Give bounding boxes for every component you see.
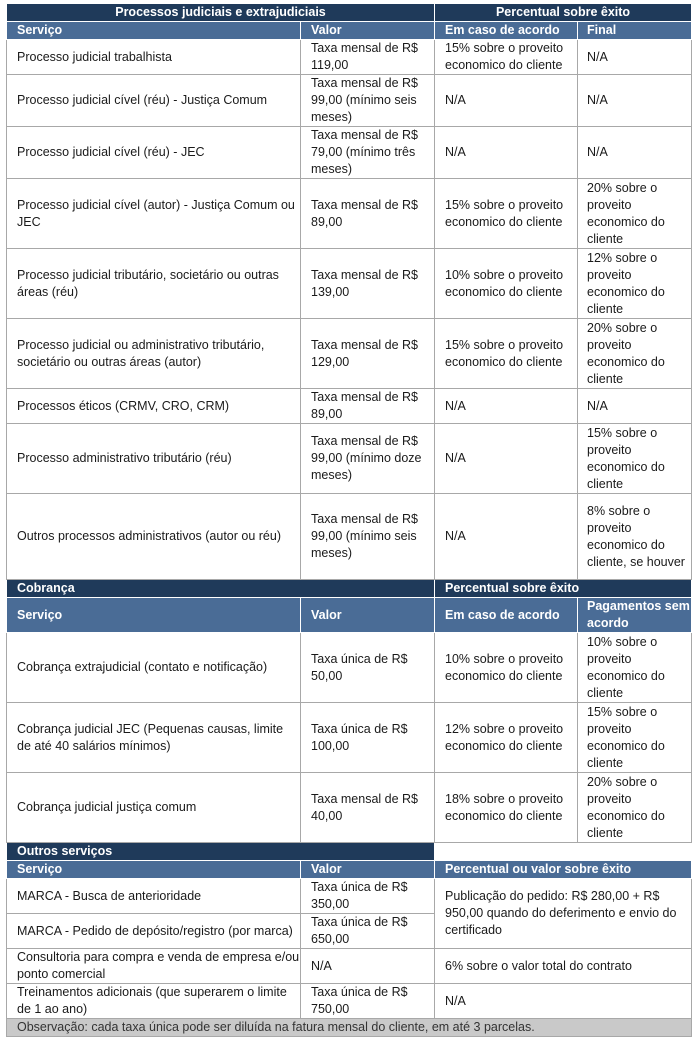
row-acordo: 15% sobre o proveito economico do cliente: [435, 40, 578, 75]
row-valor: Taxa mensal de R$ 129,00: [301, 319, 435, 389]
price-table-body: [7, 4, 692, 1037]
header-final: Final: [578, 22, 692, 40]
note-row: [7, 1019, 692, 1037]
row-valor: Taxa única de R$ 350,00: [301, 879, 435, 914]
row-exito: 6% sobre o valor total do contrato: [435, 949, 692, 984]
header-valor: Valor: [301, 22, 435, 40]
table-row: [7, 703, 692, 773]
row-valor: Taxa mensal de R$ 89,00: [301, 389, 435, 424]
row-servico: Processos éticos (CRMV, CRO, CRM): [7, 389, 301, 424]
row-final: 20% sobre o proveito economico do cliente: [578, 319, 692, 389]
section2-success-title: Percentual sobre êxito: [435, 580, 692, 598]
table-row: [7, 40, 692, 75]
section1-success-title: Percentual sobre êxito: [435, 4, 692, 22]
table-row: [7, 949, 692, 984]
row-final: 15% sobre o proveito economico do cliente: [578, 703, 692, 773]
table-row: [7, 879, 692, 914]
section2-title-row: [7, 580, 692, 598]
section3-title-row: [7, 843, 692, 861]
row-valor: Taxa mensal de R$ 40,00: [301, 773, 435, 843]
row-final: N/A: [578, 127, 692, 179]
row-servico: MARCA - Pedido de depósito/registro (por marca): [7, 914, 301, 949]
header-servico: Serviço: [7, 598, 301, 633]
table-row: [7, 127, 692, 179]
table-row: [7, 249, 692, 319]
row-servico: Consultoria para compra e venda de empresa e/ou ponto comercial: [7, 949, 301, 984]
row-valor: Taxa mensal de R$ 139,00: [301, 249, 435, 319]
row-servico: Cobrança judicial JEC (Pequenas causas, limite de até 40 salários mínimos): [7, 703, 301, 773]
row-valor: Taxa única de R$ 100,00: [301, 703, 435, 773]
row-servico: Processo judicial trabalhista: [7, 40, 301, 75]
section1-header-row: [7, 22, 692, 40]
row-servico: Processo judicial ou administrativo tributário, societário ou outras áreas (autor): [7, 319, 301, 389]
row-valor: Taxa mensal de R$ 99,00 (mínimo doze meses): [301, 424, 435, 494]
row-final: 12% sobre o proveito economico do cliente: [578, 249, 692, 319]
row-acordo: N/A: [435, 494, 578, 580]
header-servico: Serviço: [7, 22, 301, 40]
row-valor: Taxa mensal de R$ 119,00: [301, 40, 435, 75]
row-acordo: 12% sobre o proveito economico do cliente: [435, 703, 578, 773]
header-valor: Valor: [301, 598, 435, 633]
table-row: [7, 773, 692, 843]
marca-exito: Publicação do pedido: R$ 280,00 + R$ 950,00 quando do deferimento e envio do certificado: [435, 879, 692, 949]
table-row: [7, 319, 692, 389]
row-valor: Taxa única de R$ 650,00: [301, 914, 435, 949]
row-servico: Processo judicial cível (autor) - Justiça Comum ou JEC: [7, 179, 301, 249]
section2-title: Cobrança: [7, 580, 435, 598]
row-servico: Processo administrativo tributário (réu): [7, 424, 301, 494]
row-final: N/A: [578, 40, 692, 75]
row-final: 20% sobre o proveito economico do cliente: [578, 773, 692, 843]
row-valor: Taxa única de R$ 750,00: [301, 984, 435, 1019]
section1-title-row: [7, 4, 692, 22]
note-text: Observação: cada taxa única pode ser diluída na fatura mensal do cliente, em até 3 parcelas.: [7, 1019, 692, 1037]
row-servico: Treinamentos adicionais (que superarem o limite de 1 ao ano): [7, 984, 301, 1019]
row-valor: N/A: [301, 949, 435, 984]
section3-title-blank: [435, 843, 692, 861]
row-final: 20% sobre o proveito economico do cliente: [578, 179, 692, 249]
row-acordo: 15% sobre o proveito economico do cliente: [435, 179, 578, 249]
table-row: [7, 633, 692, 703]
row-servico: MARCA - Busca de anterioridade: [7, 879, 301, 914]
row-valor: Taxa mensal de R$ 89,00: [301, 179, 435, 249]
section3-title: Outros serviços: [7, 843, 435, 861]
row-valor: Taxa mensal de R$ 99,00 (mínimo seis meses): [301, 75, 435, 127]
row-valor: Taxa mensal de R$ 79,00 (mínimo três meses): [301, 127, 435, 179]
table-row: [7, 75, 692, 127]
row-acordo: 10% sobre o proveito economico do cliente: [435, 633, 578, 703]
header-valor: Valor: [301, 861, 435, 879]
row-acordo: 15% sobre o proveito economico do cliente: [435, 319, 578, 389]
row-servico: Processo judicial cível (réu) - Justiça Comum: [7, 75, 301, 127]
section1-title: Processos judiciais e extrajudiciais: [7, 4, 435, 22]
header-exito: Percentual ou valor sobre êxito: [435, 861, 692, 879]
price-table: [6, 3, 692, 1037]
row-final: N/A: [578, 389, 692, 424]
table-row: [7, 984, 692, 1019]
table-row: [7, 494, 692, 580]
row-acordo: 18% sobre o proveito economico do cliente: [435, 773, 578, 843]
row-final: 8% sobre o proveito economico do cliente, se houver: [578, 494, 692, 580]
header-acordo: Em caso de acordo: [435, 598, 578, 633]
row-final: 15% sobre o proveito economico do cliente: [578, 424, 692, 494]
header-pagamentos: Pagamentos sem acordo: [578, 598, 692, 633]
table-row: [7, 424, 692, 494]
header-servico: Serviço: [7, 861, 301, 879]
section3-header-row: [7, 861, 692, 879]
header-acordo: Em caso de acordo: [435, 22, 578, 40]
section2-header-row: [7, 598, 692, 633]
table-row: [7, 179, 692, 249]
row-acordo: N/A: [435, 75, 578, 127]
row-acordo: N/A: [435, 127, 578, 179]
row-servico: Cobrança judicial justiça comum: [7, 773, 301, 843]
row-final: N/A: [578, 75, 692, 127]
table-row: [7, 389, 692, 424]
row-final: 10% sobre o proveito economico do cliente: [578, 633, 692, 703]
row-acordo: N/A: [435, 389, 578, 424]
row-exito: N/A: [435, 984, 692, 1019]
row-servico: Cobrança extrajudicial (contato e notificação): [7, 633, 301, 703]
row-valor: Taxa mensal de R$ 99,00 (mínimo seis meses): [301, 494, 435, 580]
row-servico: Processo judicial cível (réu) - JEC: [7, 127, 301, 179]
row-valor: Taxa única de R$ 50,00: [301, 633, 435, 703]
row-servico: Processo judicial tributário, societário ou outras áreas (réu): [7, 249, 301, 319]
row-acordo: 10% sobre o proveito economico do cliente: [435, 249, 578, 319]
row-servico: Outros processos administrativos (autor ou réu): [7, 494, 301, 580]
row-acordo: N/A: [435, 424, 578, 494]
